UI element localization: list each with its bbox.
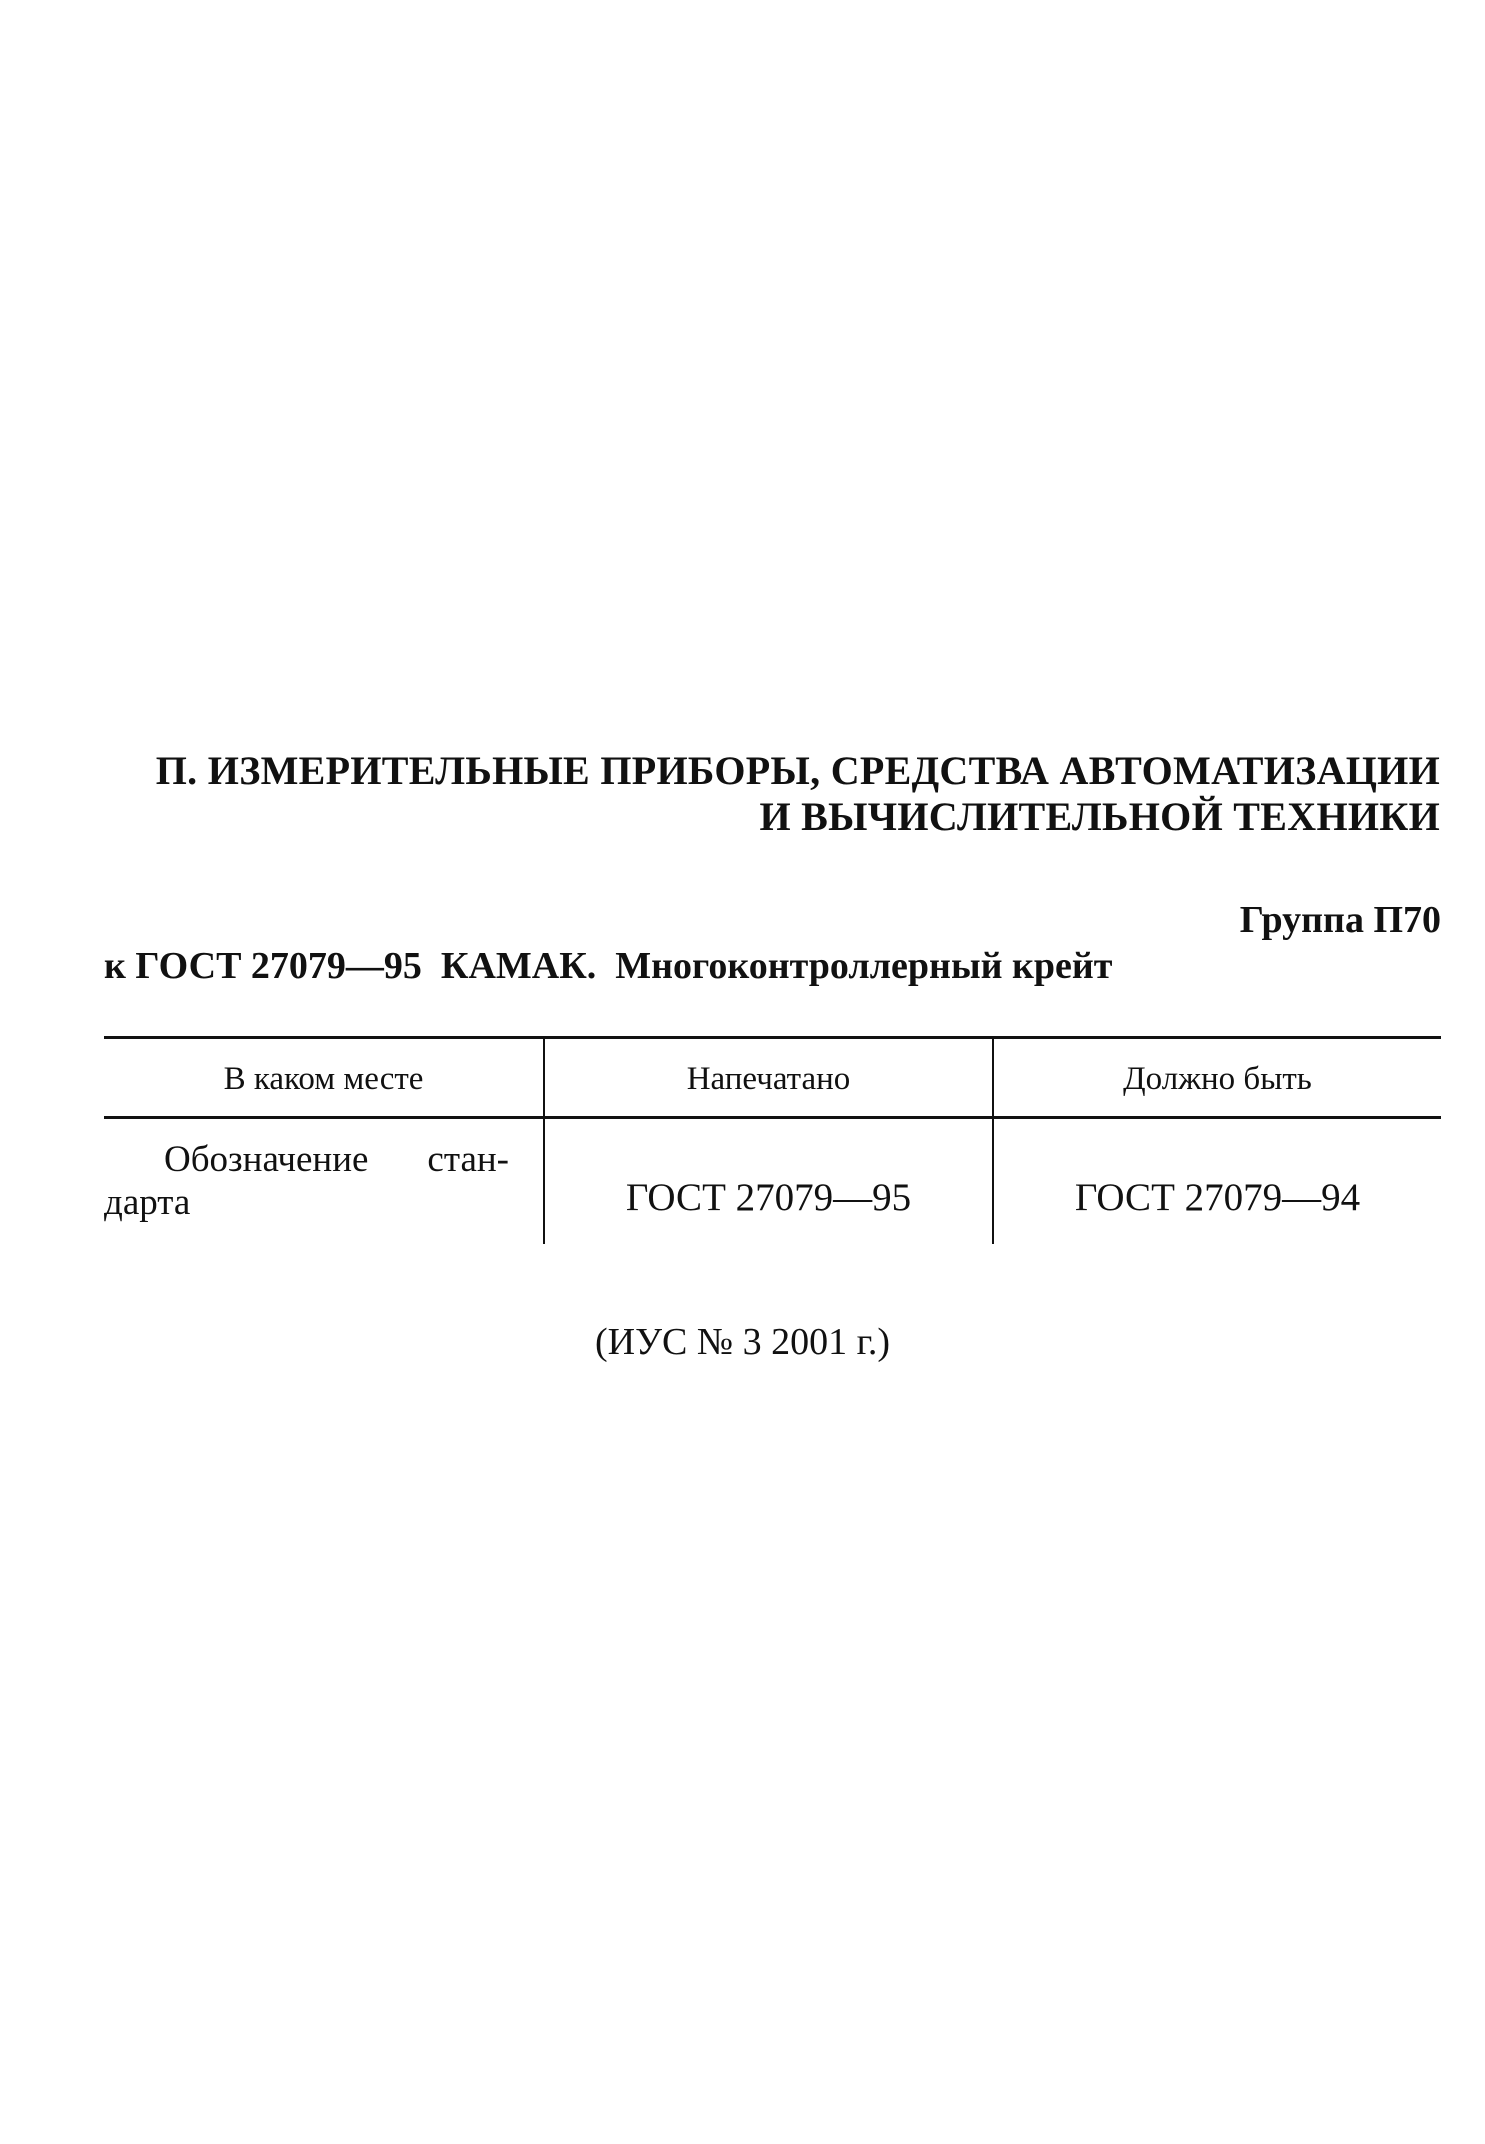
cell-place-line-2: дарта [104, 1182, 191, 1223]
amendment-title: к ГОСТ 27079—95 КАМАК. Многоконтроллерный крейт [104, 945, 1113, 987]
header-place: В каком месте [223, 1061, 424, 1097]
cell-should-be: ГОСТ 27079—94 [1074, 1176, 1361, 1219]
cell-place [104, 1138, 509, 1224]
cell-place-line-1: Обозначение стан- [164, 1139, 509, 1180]
group-label: Группа П70 [1239, 899, 1441, 941]
cell-printed: ГОСТ 27079—95 [625, 1176, 912, 1219]
source-note: (ИУС № 3 2001 г.) [594, 1321, 891, 1363]
header-printed: Напечатано [686, 1061, 851, 1097]
section-heading-line-1: П. ИЗМЕРИТЕЛЬНЫЕ ПРИБОРЫ, СРЕДСТВА АВТОМАТИЗАЦИИ [155, 748, 1440, 793]
section-heading [100, 748, 1440, 840]
header-should-be: Должно быть [1123, 1061, 1312, 1097]
section-heading-line-2: И ВЫЧИСЛИТЕЛЬНОЙ ТЕХНИКИ [759, 794, 1440, 839]
table-top-rule [104, 1036, 1441, 1039]
table-header-rule [104, 1116, 1441, 1119]
